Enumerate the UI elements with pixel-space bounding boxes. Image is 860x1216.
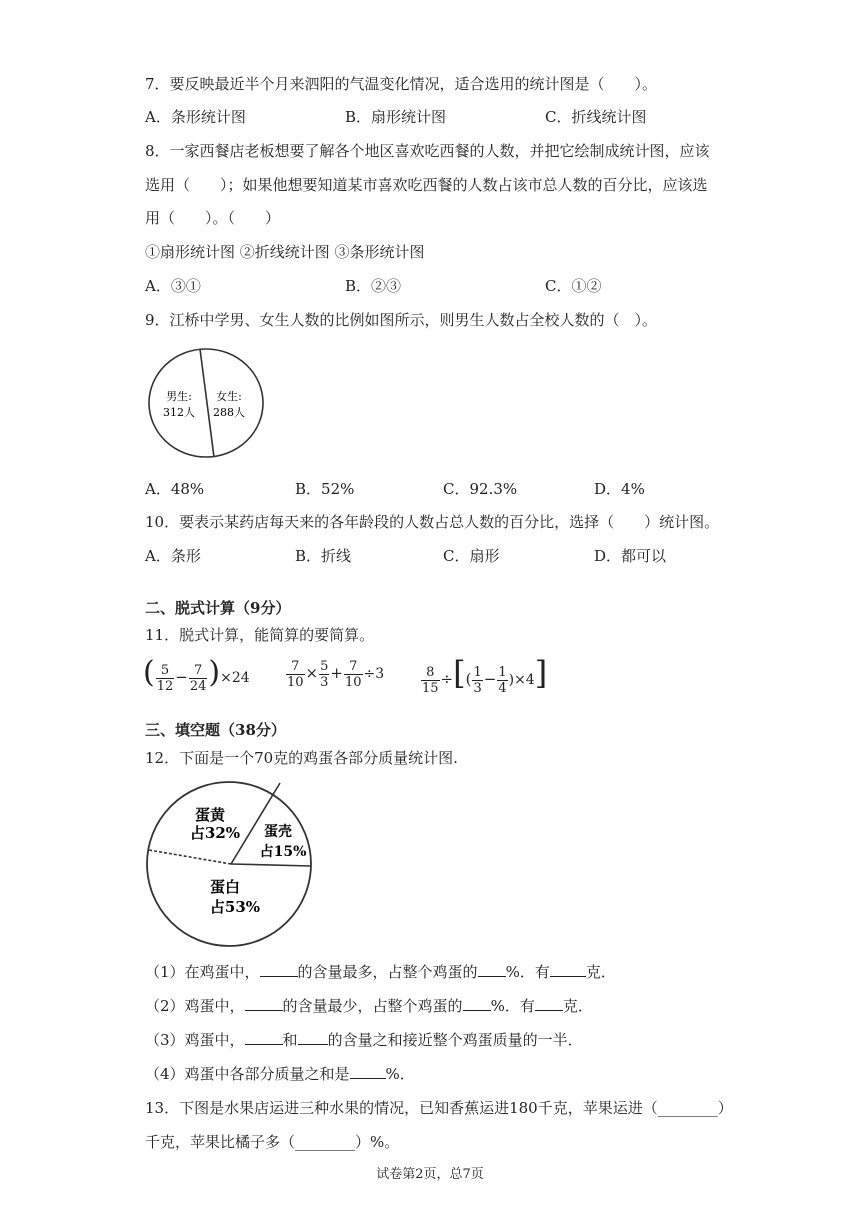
q12-sub-2: （2）鸡蛋中， 的含量最少，占整个鸡蛋的 %．有 克． — [145, 997, 593, 1015]
q9-girls-value: 288人 — [213, 406, 245, 419]
yolk-name: 蛋黄 — [194, 806, 226, 824]
fraction: $\frac{1}{4}$ — [498, 664, 507, 696]
q10-option-b: B．折线 — [295, 547, 352, 565]
section-3-title: 三、填空题（38分） — [145, 721, 286, 739]
fraction: $\frac{7}{10}$ — [344, 658, 362, 690]
q9-option-b: B．52% — [295, 480, 355, 498]
answer-blank[interactable] — [463, 996, 491, 1011]
fraction: $\frac{7}{24}$ — [189, 662, 207, 694]
shell-name: 蛋壳 — [264, 824, 292, 840]
q9-option-c: C．92.3% — [443, 480, 518, 498]
q7-option-b: B．扇形统计图 — [345, 108, 447, 126]
q9-pie-outline — [149, 349, 263, 457]
fraction: $\frac{8}{15}$ — [422, 664, 439, 696]
q9-pie-divider — [200, 349, 214, 457]
q8-choices: ①扇形统计图 ②折线统计图 ③条形统计图 — [145, 243, 425, 261]
q9-pie-chart — [143, 343, 273, 463]
q9-girls-label: 女生: — [216, 390, 242, 403]
answer-blank[interactable] — [245, 996, 283, 1011]
answer-blank[interactable] — [245, 1030, 283, 1045]
white-name: 蛋白 — [209, 878, 241, 896]
answer-blank[interactable] — [260, 962, 298, 977]
shell-percent: 占15% — [259, 844, 307, 860]
q8-option-a: A．③① — [145, 277, 201, 295]
q13-line2: 千克，苹果比橘子多（________）%。 — [145, 1133, 400, 1151]
q12-sub-4: （4）鸡蛋中各部分质量之和是 %． — [145, 1065, 415, 1083]
q8-line3: 用（ ）。（ ） — [145, 209, 281, 227]
q11-stem: 11．脱式计算，能简算的要简算。 — [145, 626, 375, 644]
q11-expression-2: $\frac{7}{10}$ × $\frac{5}{3}$ + $\frac{7}{10}$ ÷3 — [287, 658, 385, 690]
q10-stem: 10．要表示某药店每天来的各年龄段的人数占总人数的百分比，选择（ ）统计图。 — [145, 513, 720, 531]
answer-blank[interactable] — [298, 1030, 328, 1045]
yolk-percent: 占32% — [189, 824, 241, 842]
q9-boys-label: 男生: — [166, 390, 192, 403]
q10-option-d: D．都可以 — [594, 547, 667, 565]
q7-option-a: A．条形统计图 — [145, 108, 246, 126]
egg-divider-3 — [149, 850, 231, 864]
white-percent: 占53% — [209, 898, 261, 916]
q9-option-a: A．48% — [145, 480, 205, 498]
answer-blank[interactable] — [478, 962, 506, 977]
q7-option-c: C．折线统计图 — [545, 108, 647, 126]
answer-blank[interactable] — [535, 996, 563, 1011]
page-footer: 试卷第2页，总7页 — [376, 1167, 484, 1182]
q8-line1: 8．一家西餐店老板想要了解各个地区喜欢吃西餐的人数，并把它绘制成统计图，应该 — [145, 142, 710, 160]
q7-stem: 7．要反映最近半个月来泗阳的气温变化情况，适合选用的统计图是（ ）。 — [145, 75, 658, 93]
q8-line2: 选用（ ）；如果他想要知道某市喜欢吃西餐的人数占该市总人数的百分比，应该选 — [145, 176, 708, 194]
q11-expression-3: $\frac{8}{15}$ ÷[( $\frac{1}{3}$ − $\frac{1}{4}$ )×4] — [422, 654, 548, 696]
q8-option-b: B．②③ — [345, 277, 402, 295]
q10-option-c: C．扇形 — [443, 547, 500, 565]
fraction: $\frac{5}{12}$ — [156, 662, 174, 694]
q9-boys-value: 312人 — [163, 406, 195, 419]
section-2-title: 二、脱式计算（9分） — [145, 599, 291, 617]
q11-expression-1: ( $\frac{5}{12}$ − $\frac{7}{24}$ )×24 — [143, 655, 250, 694]
answer-blank[interactable] — [550, 962, 586, 977]
answer-blank[interactable] — [350, 1064, 386, 1079]
fraction: $\frac{7}{10}$ — [287, 658, 304, 690]
q9-stem: 9．江桥中学男、女生人数的比例如图所示，则男生人数占全校人数的（ ）。 — [145, 311, 658, 329]
q12-sub-3: （3）鸡蛋中， 和 的含量之和接近整个鸡蛋质量的一半． — [145, 1031, 583, 1049]
q10-option-a: A．条形 — [145, 547, 201, 565]
egg-divider-2 — [231, 864, 311, 866]
q13-line1: 13．下图是水果店运进三种水果的情况，已知香蕉运进180千克，苹果运进（________） — [145, 1099, 733, 1117]
q12-egg-pie-chart — [143, 776, 318, 951]
fraction: $\frac{1}{3}$ — [473, 664, 482, 696]
q9-option-d: D．4% — [594, 480, 645, 498]
q12-sub-1: （1）在鸡蛋中， 的含量最多，占整个鸡蛋的 %．有 克． — [145, 963, 616, 981]
fraction: $\frac{5}{3}$ — [320, 658, 329, 690]
q8-option-c: C．①② — [545, 277, 602, 295]
q12-stem: 12．下面是一个70克的鸡蛋各部分质量统计图. — [145, 749, 458, 767]
